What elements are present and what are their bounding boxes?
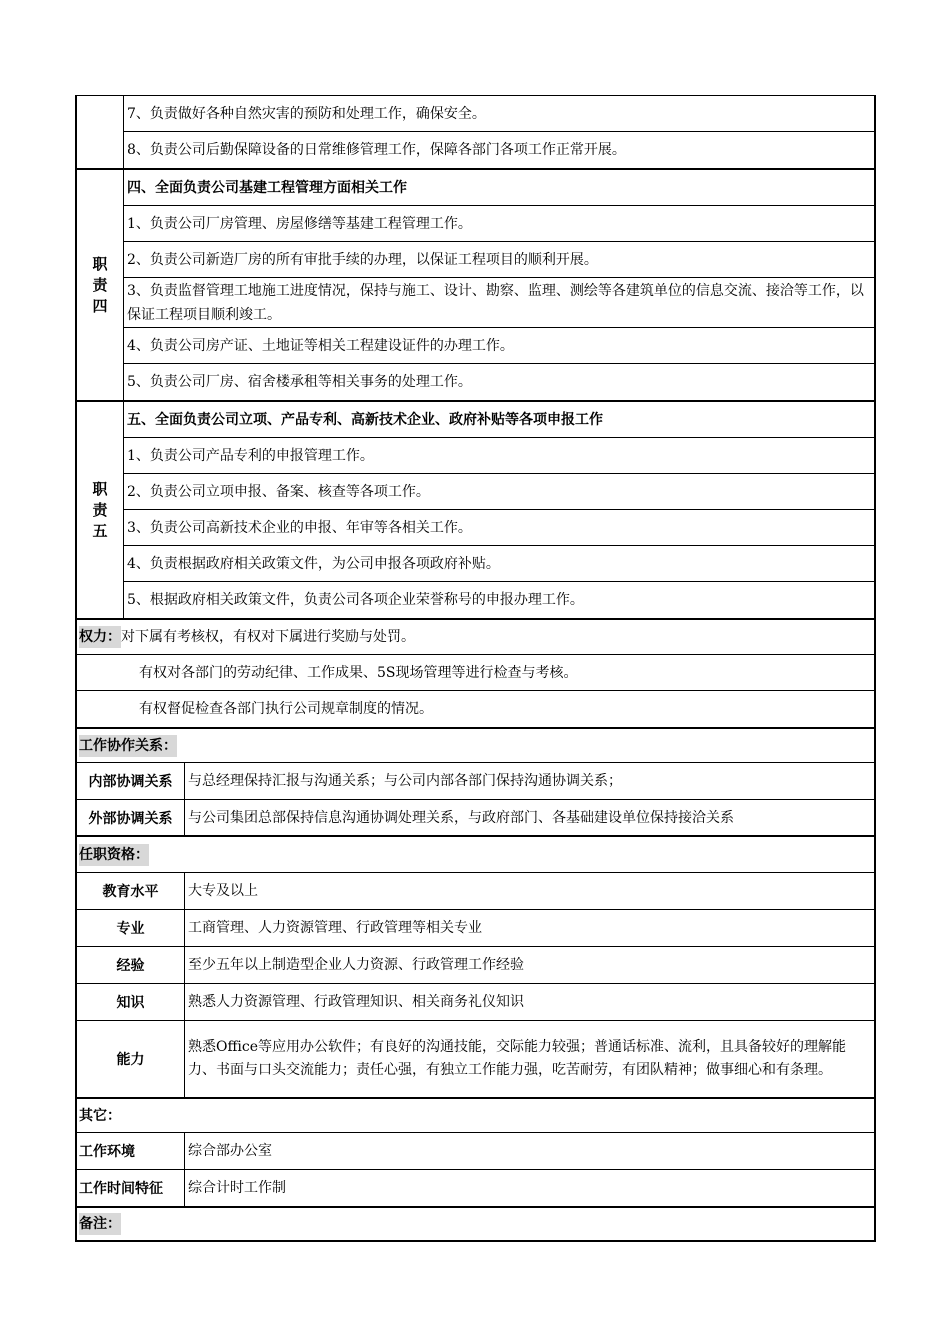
remarks-heading-row bbox=[77, 1208, 874, 1240]
qualification-section bbox=[75, 837, 876, 1099]
work-environment-value: 综合部办公室 bbox=[188, 1143, 272, 1159]
job-description-table bbox=[75, 95, 876, 1242]
major-value: 工商管理、人力资源管理、行政管理等相关专业 bbox=[188, 920, 482, 936]
experience-value: 至少五年以上制造型企业人力资源、行政管理工作经验 bbox=[188, 957, 524, 973]
duty-4-label: 职 责 四 bbox=[92, 254, 108, 315]
duty-5-item: 3、负责公司高新技术企业的申报、年审等各相关工作。 bbox=[124, 510, 874, 546]
remarks-section bbox=[75, 1208, 876, 1242]
qualification-heading-row bbox=[77, 837, 874, 873]
authority-section bbox=[75, 620, 876, 729]
duty-5-item: 1、负责公司产品专利的申报管理工作。 bbox=[124, 438, 874, 474]
internal-coordination-row bbox=[77, 763, 874, 800]
work-environment-label: 工作环境 bbox=[77, 1133, 185, 1169]
cooperation-heading-row bbox=[77, 729, 874, 763]
external-coordination-value: 与公司集团总部保持信息沟通协调处理关系，与政府部门、各基础建设单位保持接洽关系 bbox=[188, 809, 734, 826]
duty-5-label: 职 责 五 bbox=[92, 479, 108, 540]
work-time-row bbox=[77, 1170, 874, 1206]
experience-row bbox=[77, 947, 874, 984]
duty-4-item: 1、负责公司厂房管理、房屋修缮等基建工程管理工作。 bbox=[124, 206, 874, 242]
authority-line-1: 对下属有考核权，有权对下属进行奖励与处罚。 bbox=[121, 629, 415, 645]
work-time-label: 工作时间特征 bbox=[77, 1170, 185, 1206]
duty-4-item: 5、负责公司厂房、宿舍楼承租等相关事务的处理工作。 bbox=[127, 374, 472, 390]
duty-3-item: 7、负责做好各种自然灾害的预防和处理工作，确保安全。 bbox=[124, 96, 874, 132]
cooperation-heading: 工作协作关系： bbox=[79, 735, 177, 757]
major-row bbox=[77, 910, 874, 947]
experience-label: 经验 bbox=[77, 947, 185, 983]
duty-5-label-cell bbox=[77, 402, 124, 618]
other-section bbox=[75, 1099, 876, 1208]
duty-5-title: 五、全面负责公司立项、产品专利、高新技术企业、政府补贴等各项申报工作 bbox=[124, 402, 874, 438]
duty-4-label-cell bbox=[77, 170, 124, 400]
other-heading: 其它： bbox=[79, 1107, 121, 1124]
qualification-heading: 任职资格： bbox=[79, 844, 149, 866]
cooperation-section bbox=[75, 729, 876, 837]
knowledge-row bbox=[77, 984, 874, 1021]
knowledge-label: 知识 bbox=[77, 984, 185, 1020]
authority-row bbox=[77, 620, 874, 655]
ability-value: 熟悉Office等应用办公软件；有良好的沟通技能，交际能力较强；普通话标准、流利，且具备较好的理解能力、书面与口头交流能力；责任心强，有独立工作能力强，吃苦耐劳，有团队精神；做事细心和有条理。 bbox=[188, 1039, 847, 1078]
external-coordination-label: 外部协调关系 bbox=[77, 800, 185, 835]
ability-row bbox=[77, 1021, 874, 1097]
knowledge-value: 熟悉人力资源管理、行政管理知识、相关商务礼仪知识 bbox=[188, 994, 524, 1010]
education-value: 大专及以上 bbox=[188, 883, 258, 899]
duty-5-item: 5、根据政府相关政策文件，负责公司各项企业荣誉称号的申报办理工作。 bbox=[127, 592, 584, 608]
external-coordination-row bbox=[77, 800, 874, 835]
education-label: 教育水平 bbox=[77, 873, 185, 909]
internal-coordination-value: 与总经理保持汇报与沟通关系；与公司内部各部门保持沟通协调关系； bbox=[188, 773, 622, 789]
work-environment-row bbox=[77, 1133, 874, 1170]
duty-5-section bbox=[75, 402, 876, 620]
duty-4-item: 3、负责监督管理工地施工进度情况，保持与施工、设计、勘察、监理、测绘等各建筑单位的信息交流、接洽等工作，以保证工程项目顺利竣工。 bbox=[124, 278, 874, 328]
duty-3-label-cell bbox=[77, 96, 124, 168]
work-time-value: 综合计时工作制 bbox=[188, 1180, 286, 1196]
remarks-heading: 备注： bbox=[79, 1213, 121, 1235]
duty-4-item: 4、负责公司房产证、土地证等相关工程建设证件的办理工作。 bbox=[124, 328, 874, 364]
other-heading-row bbox=[77, 1099, 874, 1133]
duty-5-item: 4、负责根据政府相关政策文件，为公司申报各项政府补贴。 bbox=[124, 546, 874, 582]
duty-4-title: 四、全面负责公司基建工程管理方面相关工作 bbox=[124, 170, 874, 206]
authority-line-2: 有权对各部门的劳动纪律、工作成果、5S现场管理等进行检查与考核。 bbox=[77, 655, 874, 691]
major-label: 专业 bbox=[77, 910, 185, 946]
duty-3-item: 8、负责公司后勤保障设备的日常维修管理工作，保障各部门各项工作正常开展。 bbox=[127, 142, 626, 158]
education-row bbox=[77, 873, 874, 910]
internal-coordination-label: 内部协调关系 bbox=[77, 763, 185, 799]
ability-label: 能力 bbox=[77, 1021, 185, 1097]
duty-4-section bbox=[75, 170, 876, 402]
authority-line-3: 有权督促检查各部门执行公司规章制度的情况。 bbox=[139, 701, 433, 717]
duty-5-item: 2、负责公司立项申报、备案、核查等各项工作。 bbox=[124, 474, 874, 510]
authority-heading: 权力： bbox=[79, 626, 121, 648]
duty-3-section bbox=[75, 95, 876, 170]
duty-4-item: 2、负责公司新造厂房的所有审批手续的办理，以保证工程项目的顺利开展。 bbox=[124, 242, 874, 278]
